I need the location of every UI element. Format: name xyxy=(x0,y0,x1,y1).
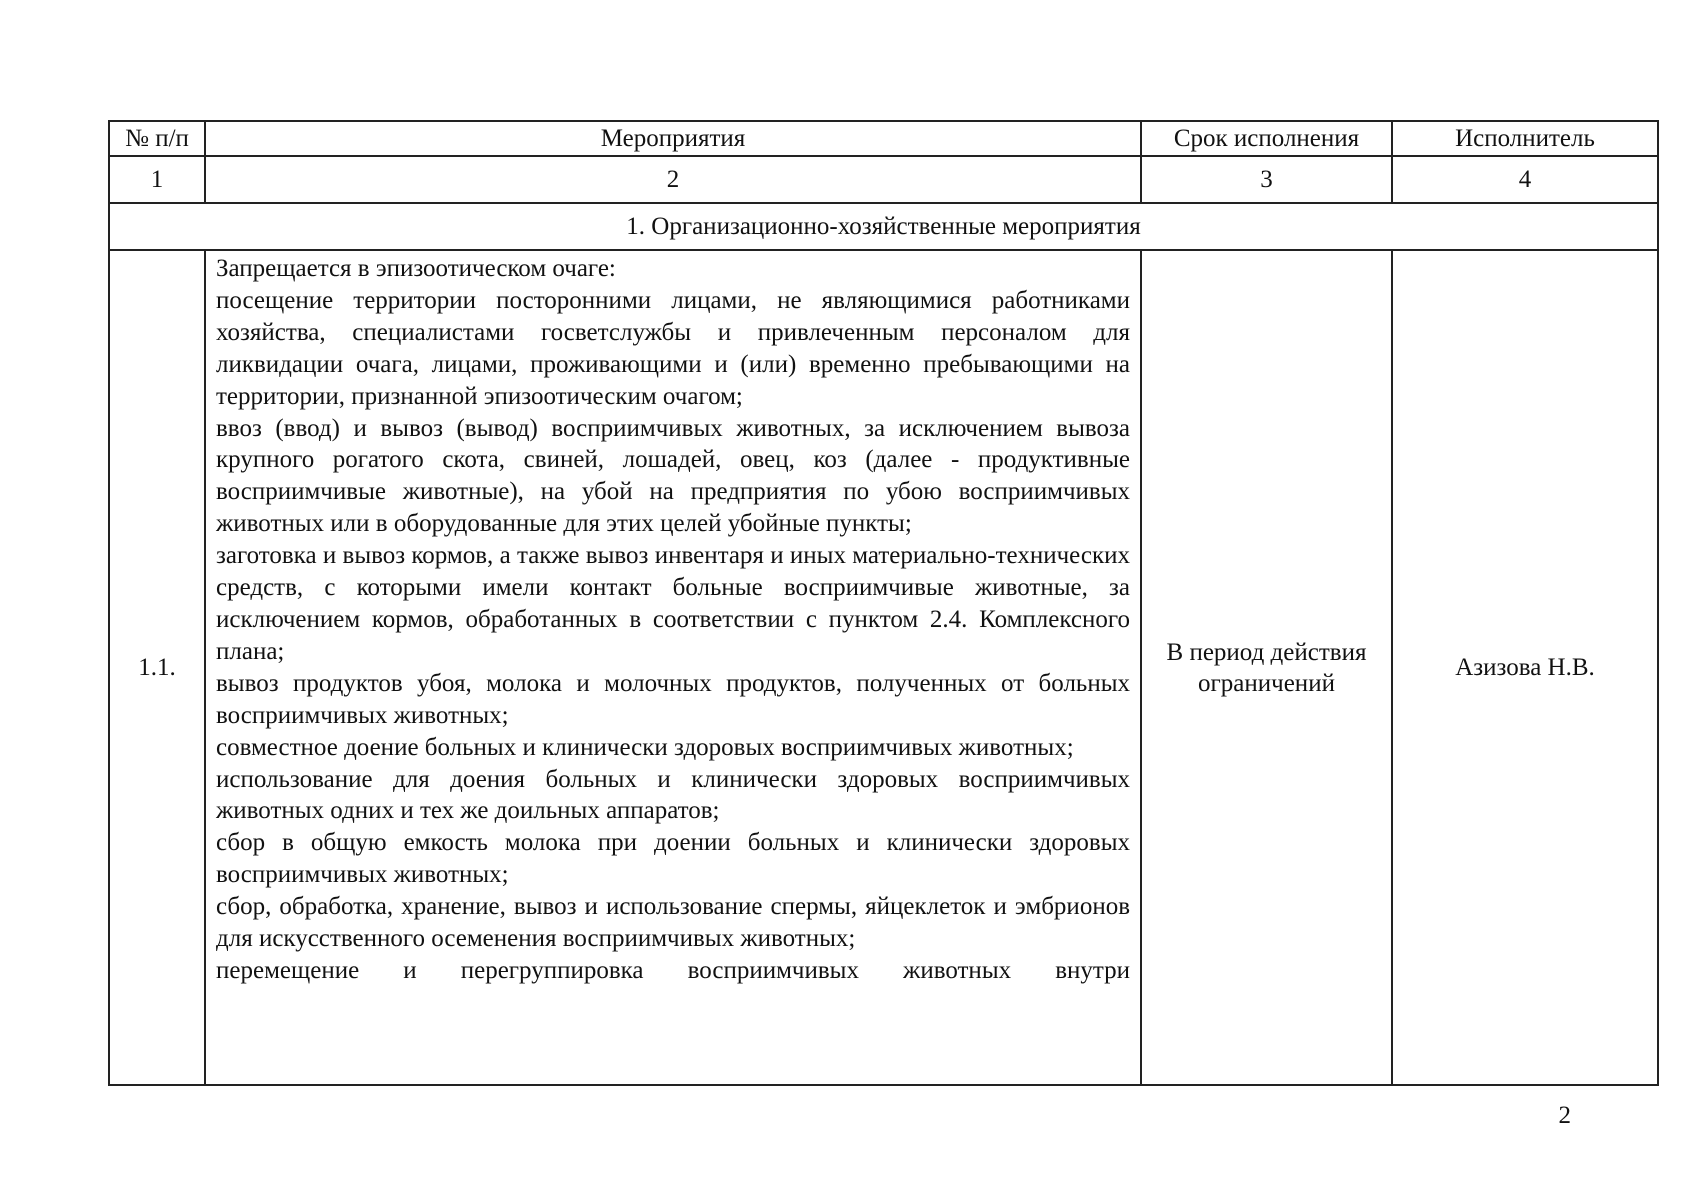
measure-item: Запрещается в эпизоотическом очаге: xyxy=(216,255,616,282)
column-number: 4 xyxy=(1392,156,1658,203)
header-number: № п/п xyxy=(109,121,205,156)
column-number: 1 xyxy=(109,156,205,203)
measure-item: ввоз (ввод) и вывоз (вывод) восприимчивых животных, за исключением вывоза крупного рогатого скота, свиней, лошадей, овец, коз (далее - продуктивные восприимчивые животные), на убой на предприятия по убою восприимчивых животных или в оборудованные для этих целей убойные пункты; xyxy=(216,414,1130,538)
measure-item: использование для доения больных и клинически здоровых восприимчивых животных одних и тех же доильных аппаратов; xyxy=(216,765,1130,825)
header-executor: Исполнитель xyxy=(1392,121,1658,156)
measure-item: сбор в общую емкость молока при доении больных и клинически здоровых восприимчивых животных; xyxy=(216,829,1130,889)
measure-item: сбор, обработка, хранение, вывоз и использование спермы, яйцеклеток и эмбрионов для искусственного осеменения восприимчивых животных; xyxy=(216,893,1130,953)
column-number-row xyxy=(109,156,1658,203)
section-title: 1. Организационно-хозяйственные мероприятия xyxy=(109,203,1658,250)
measure-item: посещение территории посторонними лицами, не являющимися работниками хозяйства, специалистами госветслужбы и привлеченным персоналом для ликвидации очага, лицами, проживающими и (или) временно пребывающими на территории, признанной эпизоотическим очагом; xyxy=(216,286,1130,410)
executor-cell: Азизова Н.В. xyxy=(1392,250,1658,1085)
measure-item: перемещение и перегруппировка восприимчивых животных внутри xyxy=(216,956,1130,984)
column-number: 3 xyxy=(1141,156,1392,203)
section-row xyxy=(109,203,1658,250)
column-number: 2 xyxy=(205,156,1141,203)
measure-item: заготовка и вывоз кормов, а также вывоз инвентаря и иных материально-технических средств, с которыми имели контакт больные восприимчивые животные, за исключением кормов, обработанных в соответствии с пунктом 2.4. Комплексного плана; xyxy=(216,542,1130,665)
deadline-cell: В период действия ограничений xyxy=(1141,250,1392,1085)
table-row xyxy=(109,250,1658,1085)
header-deadline: Срок исполнения xyxy=(1141,121,1392,156)
measures-cell xyxy=(205,250,1141,1085)
measure-item: вывоз продуктов убоя, молока и молочных продуктов, полученных от больных восприимчивых животных; xyxy=(216,669,1130,729)
measure-item: совместное доение больных и клинически здоровых восприимчивых животных; xyxy=(216,733,1074,761)
header-measures: Мероприятия xyxy=(205,121,1141,156)
measures-table xyxy=(108,120,1659,1086)
header-row xyxy=(109,121,1658,156)
page-number: 2 xyxy=(1558,1102,1571,1129)
row-number: 1.1. xyxy=(109,250,205,1085)
